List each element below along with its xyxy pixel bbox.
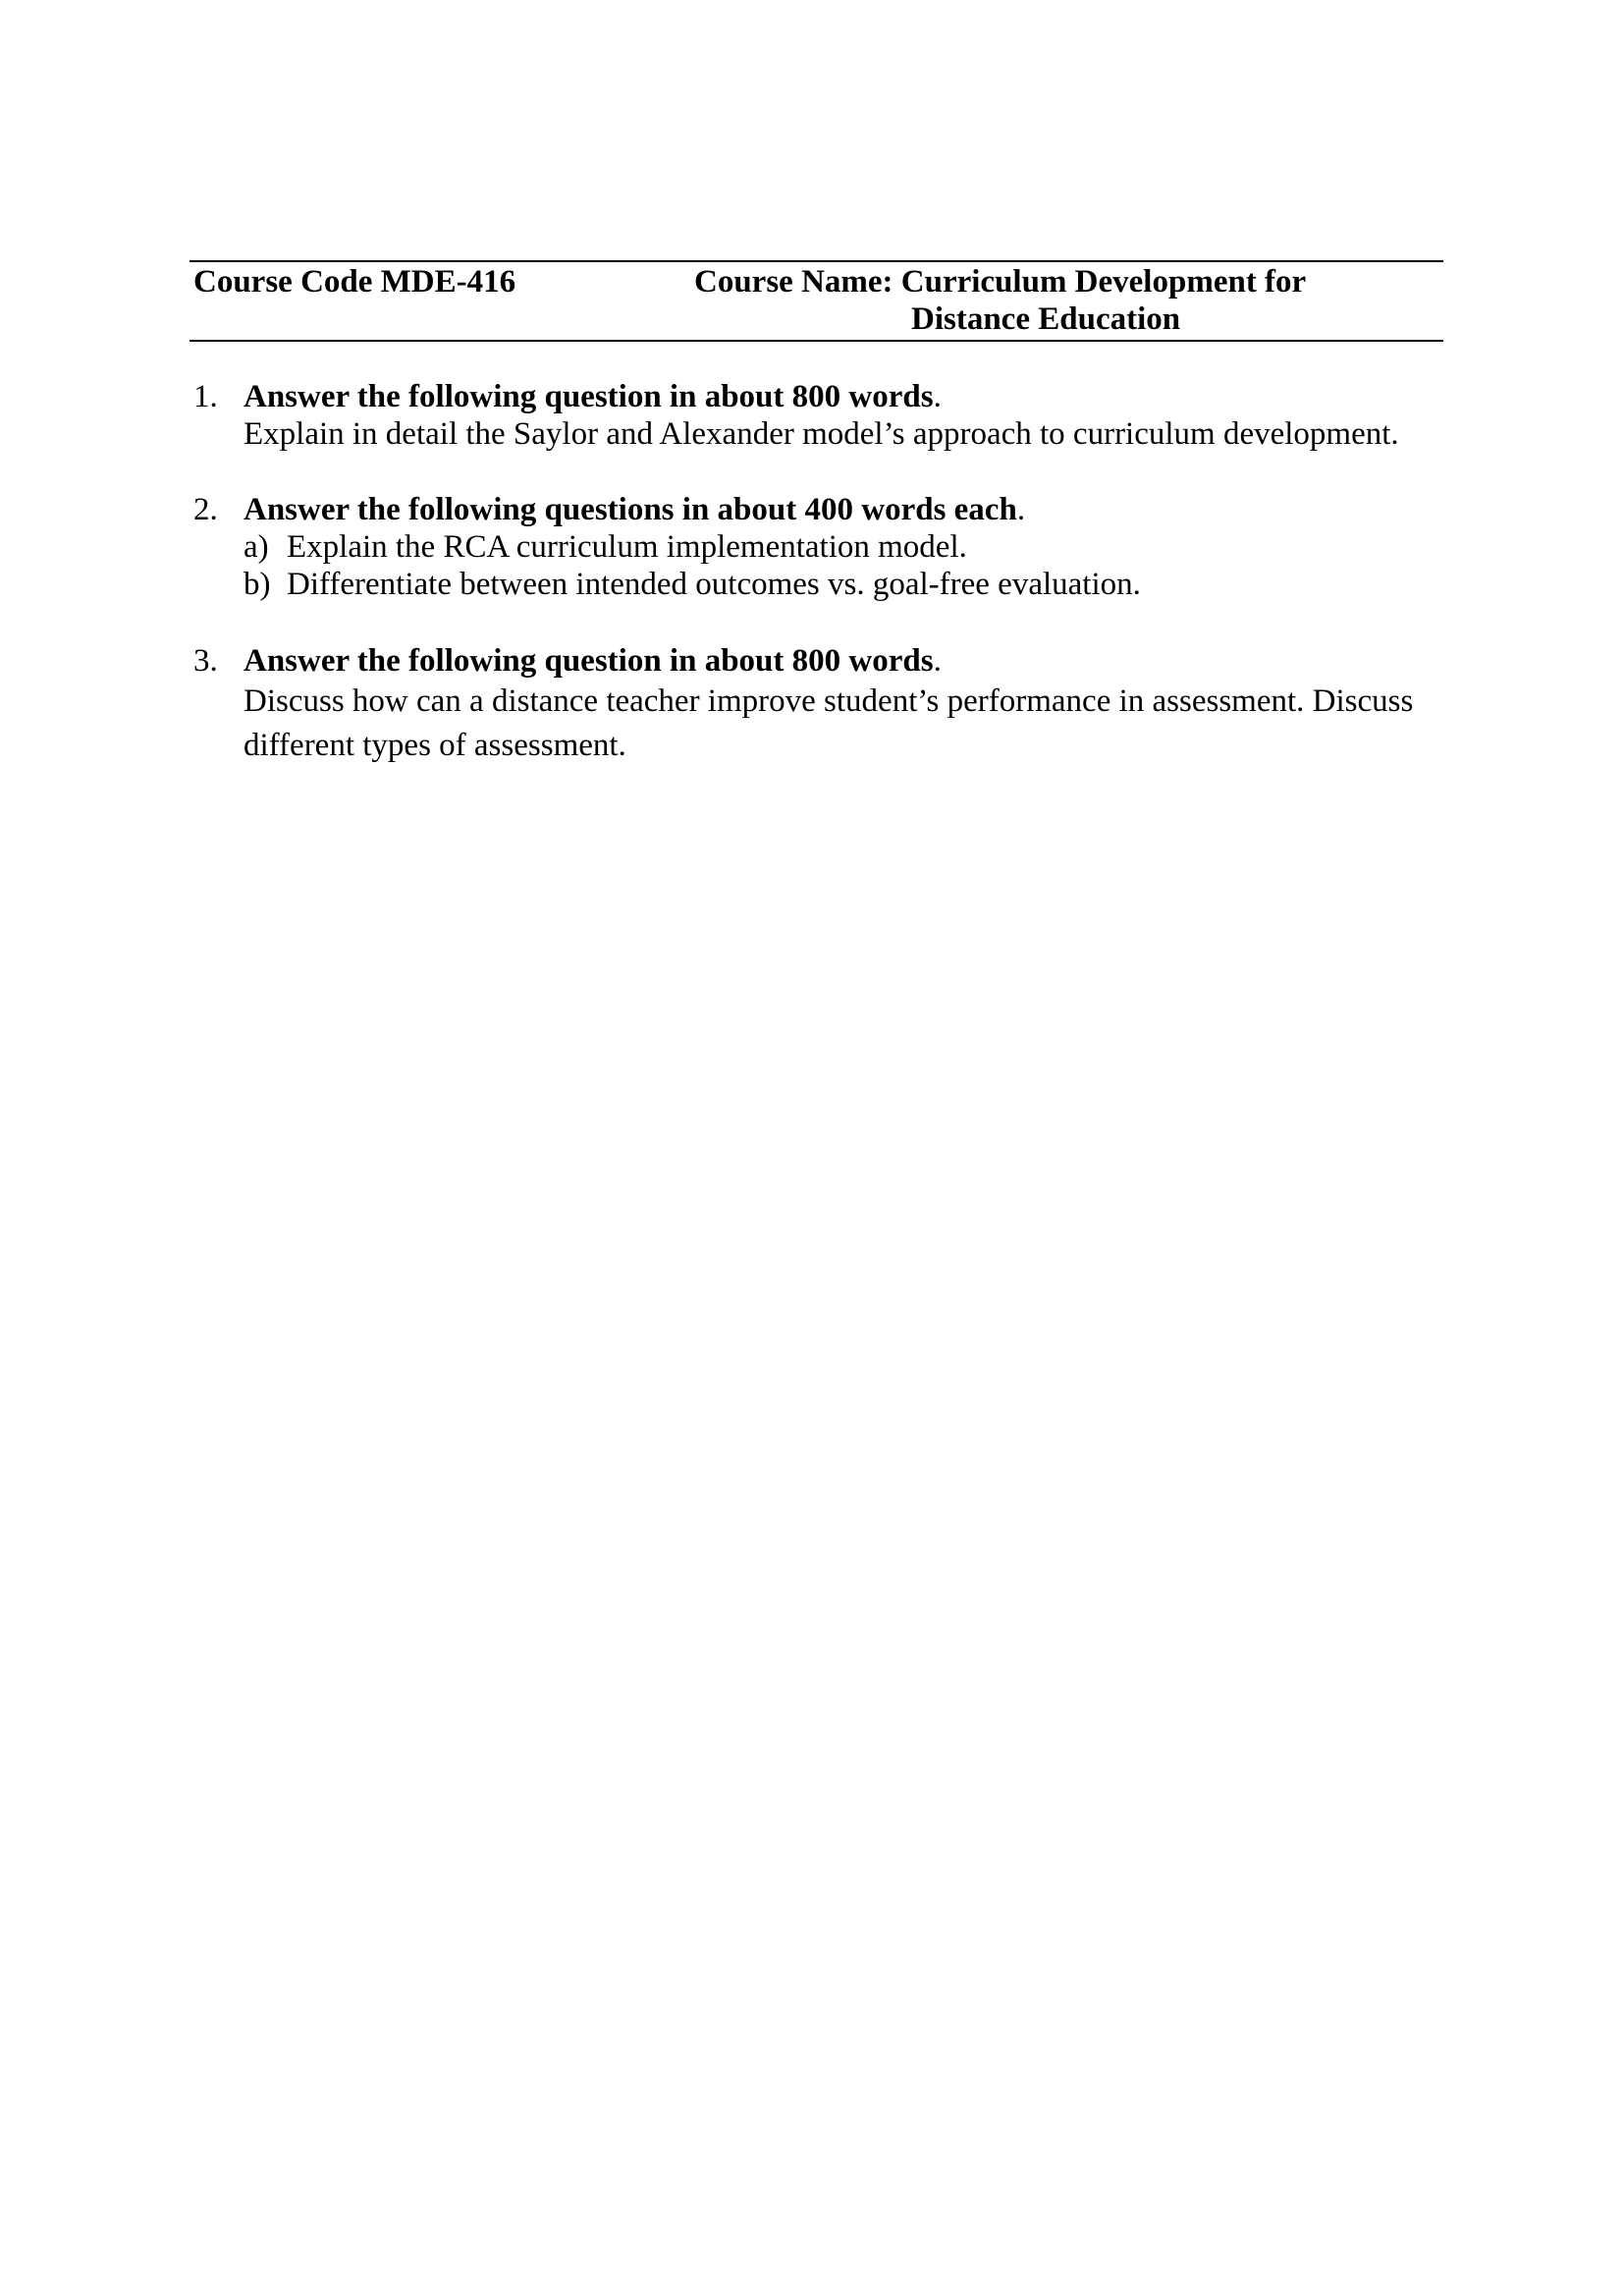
question-1 [193, 378, 1440, 453]
question-2 [193, 491, 1440, 603]
course-name [694, 263, 1306, 338]
question-instruction [244, 642, 1440, 680]
sub-question-b [244, 566, 1440, 603]
question-number: 1. [193, 379, 218, 414]
instruction-bold: Answer the following question in about 800 words [244, 379, 934, 414]
header-bottom-rule [189, 340, 1443, 342]
sub-question-text: Differentiate between intended outcomes vs. goal-free evaluation. [287, 567, 1141, 602]
sub-question-label: a) [244, 529, 269, 565]
course-code: Course Code MDE-416 [193, 264, 516, 300]
question-number: 2. [193, 492, 218, 527]
question-3 [193, 642, 1440, 768]
course-name-line1: Course Name: Curriculum Development for [694, 264, 1307, 300]
instruction-bold: Answer the following questions in about 400 words each [244, 492, 1017, 527]
question-instruction [244, 378, 1440, 415]
instruction-suffix: . [933, 379, 942, 414]
question-number: 3. [193, 643, 218, 679]
question-instruction [244, 491, 1440, 528]
instruction-suffix: . [1016, 492, 1026, 527]
header-top-rule [189, 260, 1443, 262]
instruction-bold: Answer the following question in about 800 words [244, 643, 934, 679]
question-text: Discuss how can a distance teacher improve student’s performance in assessment. Discuss different types of assessment. [244, 683, 1414, 763]
sub-question-label: b) [244, 567, 271, 602]
sub-question-text: Explain the RCA curriculum implementation model. [287, 529, 967, 565]
question-text: Explain in detail the Saylor and Alexander model’s approach to curriculum development. [244, 416, 1399, 452]
course-name-line2: Distance Education [911, 301, 1181, 337]
sub-question-a [244, 528, 1440, 566]
instruction-suffix: . [933, 643, 942, 679]
